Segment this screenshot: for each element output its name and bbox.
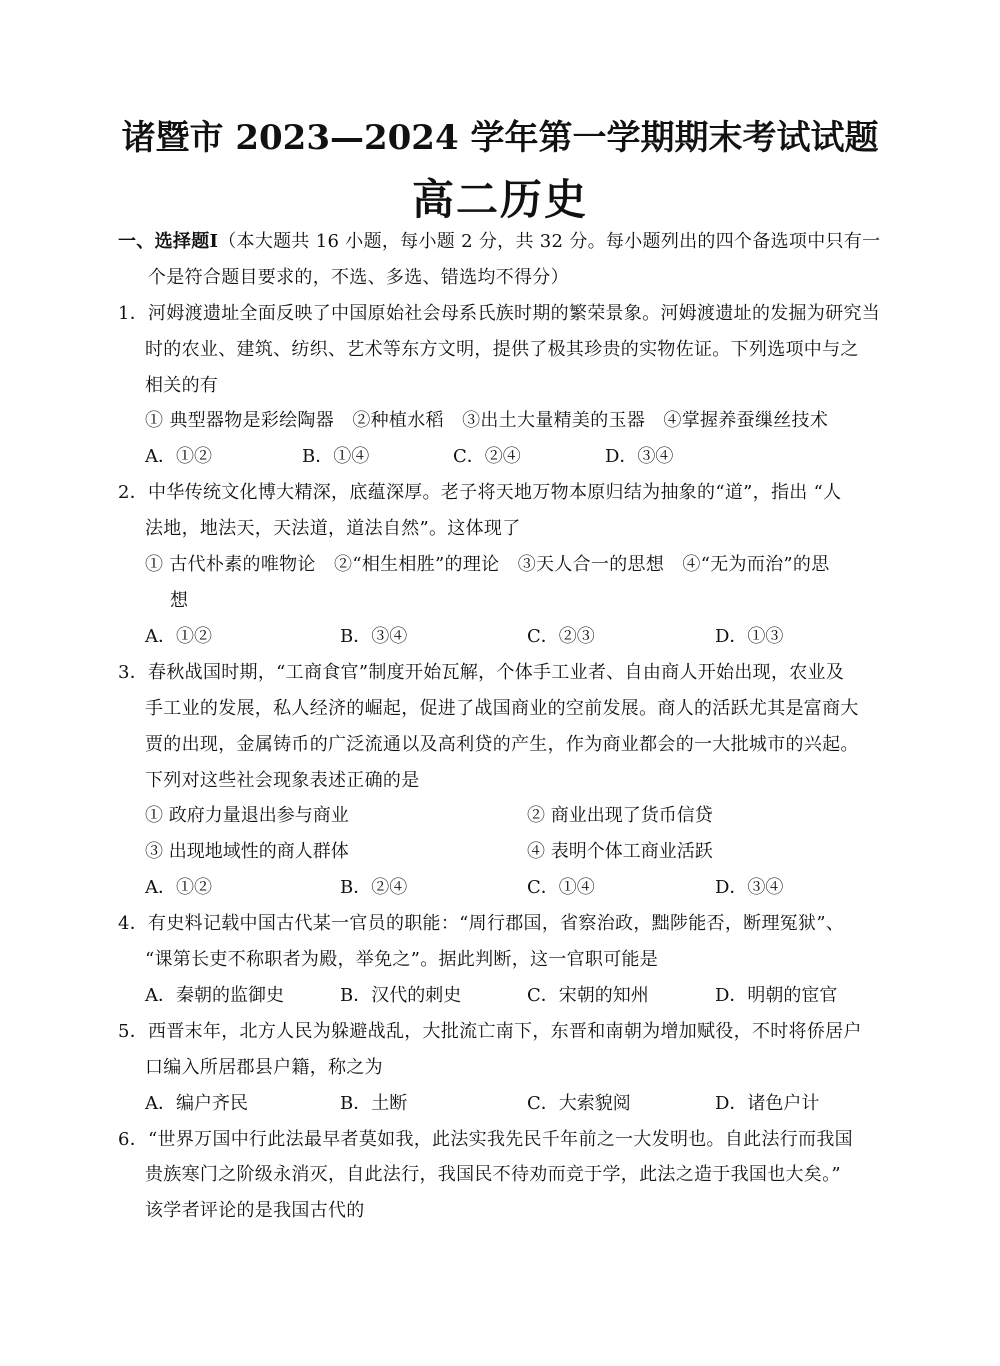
question-1-items: ① 典型器物是彩绘陶器 ②种植水稻 ③出土大量精美的玉器 ④掌握养蚕缫丝技术: [145, 410, 829, 431]
question-5-stem-cont: 口编入所居郡县户籍，称之为: [145, 1057, 383, 1078]
question-3-item-4: ④ 表明个体工商业活跃: [527, 841, 713, 862]
question-4-stem-cont: “课第长吏不称职者为殿，举免之”。据此判断，这一官职可能是: [145, 949, 659, 970]
question-2-stem: 2．中华传统文化博大精深，底蕴深厚。老子将天地万物本原归结为抽象的“道”，指出 “人: [118, 482, 842, 503]
question-1-option-d: D．③④: [605, 446, 674, 467]
question-5-option-b: B．土断: [340, 1093, 408, 1114]
question-3-stem: 3．春秋战国时期，“工商食官”制度开始瓦解，个体手工业者、自由商人开始出现，农业及: [118, 662, 845, 683]
question-3-item-2: ② 商业出现了货币信贷: [527, 805, 713, 826]
question-6-stem: 6．“世界万国中行此法最早者莫如我，此法实我先民千年前之一大发明也。自此法行而我国: [118, 1129, 853, 1150]
question-2-option-a: A．①②: [145, 626, 212, 647]
question-2-option-c: C．②③: [527, 626, 595, 647]
question-3-option-a: A．①②: [145, 877, 212, 898]
question-3-item-3: ③ 出现地域性的商人群体: [145, 841, 349, 862]
question-4-option-c: C．宋朝的知州: [527, 985, 649, 1006]
subject-title: 高二历史: [411, 175, 588, 224]
question-1-option-b: B．①④: [302, 446, 370, 467]
exam-title: 诸暨市 2023—2024 学年第一学期期末考试试题: [121, 118, 879, 158]
question-3-item-1: ① 政府力量退出参与商业: [145, 805, 349, 826]
question-3-option-c: C．①④: [527, 877, 595, 898]
question-3-stem-cont-1: 手工业的发展，私人经济的崛起，促进了战国商业的空前发展。商人的活跃尤其是富商大: [145, 698, 859, 719]
question-4-option-d: D．明朝的宦官: [715, 985, 838, 1006]
question-5-stem: 5．西晋末年，北方人民为躲避战乱，大批流亡南下，东晋和南朝为增加赋役，不时将侨居户: [118, 1021, 862, 1042]
question-3-option-b: B．②④: [340, 877, 408, 898]
question-5-option-a: A．编户齐民: [145, 1093, 248, 1114]
question-5-option-c: C．大索貌阅: [527, 1093, 631, 1114]
question-1-option-c: C．②④: [453, 446, 521, 467]
question-3-stem-cont-2: 贾的出现，金属铸币的广泛流通以及高利贷的产生，作为商业都会的一大批城市的兴起。: [145, 734, 859, 755]
question-4-option-b: B．汉代的刺史: [340, 985, 462, 1006]
question-6-stem-cont: 贵族寒门之阶级永消灭，自此法行，我国民不待劝而竞于学，此法之造于我国也大矣。”: [145, 1164, 841, 1185]
question-2-items-cont: 想: [170, 590, 189, 611]
question-1-stem-end: 相关的有: [145, 375, 219, 396]
question-1-option-a: A．①②: [145, 446, 212, 467]
question-2-stem-cont: 法地，地法天，天法道，道法自然”。这体现了: [145, 518, 521, 539]
question-3-option-d: D．③④: [715, 877, 784, 898]
question-2-option-d: D．①③: [715, 626, 784, 647]
question-3-stem-end: 下列对这些社会现象表述正确的是: [145, 770, 420, 791]
section-heading-label: 一、选择题Ⅰ: [118, 231, 219, 252]
section-instructions-cont: 个是符合题目要求的，不选、多选、错选均不得分）: [148, 267, 569, 288]
question-1-stem-cont: 时的农业、建筑、纺织、艺术等东方文明，提供了极其珍贵的实物佐证。下列选项中与之: [145, 339, 859, 360]
section-instructions: （本大题共 16 小题，每小题 2 分，共 32 分。每小题列出的四个备选项中只有一: [218, 231, 881, 252]
question-4-option-a: A．秦朝的监御史: [145, 985, 284, 1006]
question-2-option-b: B．③④: [340, 626, 408, 647]
question-6-stem-end: 该学者评论的是我国古代的: [145, 1200, 365, 1221]
question-4-stem: 4．有史料记载中国古代某一官员的职能：“周行郡国，省察治政，黜陟能否，断理冤狱”、: [118, 913, 845, 934]
question-1-stem: 1．河姆渡遗址全面反映了中国原始社会母系氏族时期的繁荣景象。河姆渡遗址的发掘为研究当: [118, 303, 881, 324]
section-heading: [118, 230, 880, 254]
question-2-items: ① 古代朴素的唯物论 ②“相生相胜”的理论 ③天人合一的思想 ④“无为而治”的思: [145, 554, 830, 575]
question-5-option-d: D．诸色户计: [715, 1093, 820, 1114]
